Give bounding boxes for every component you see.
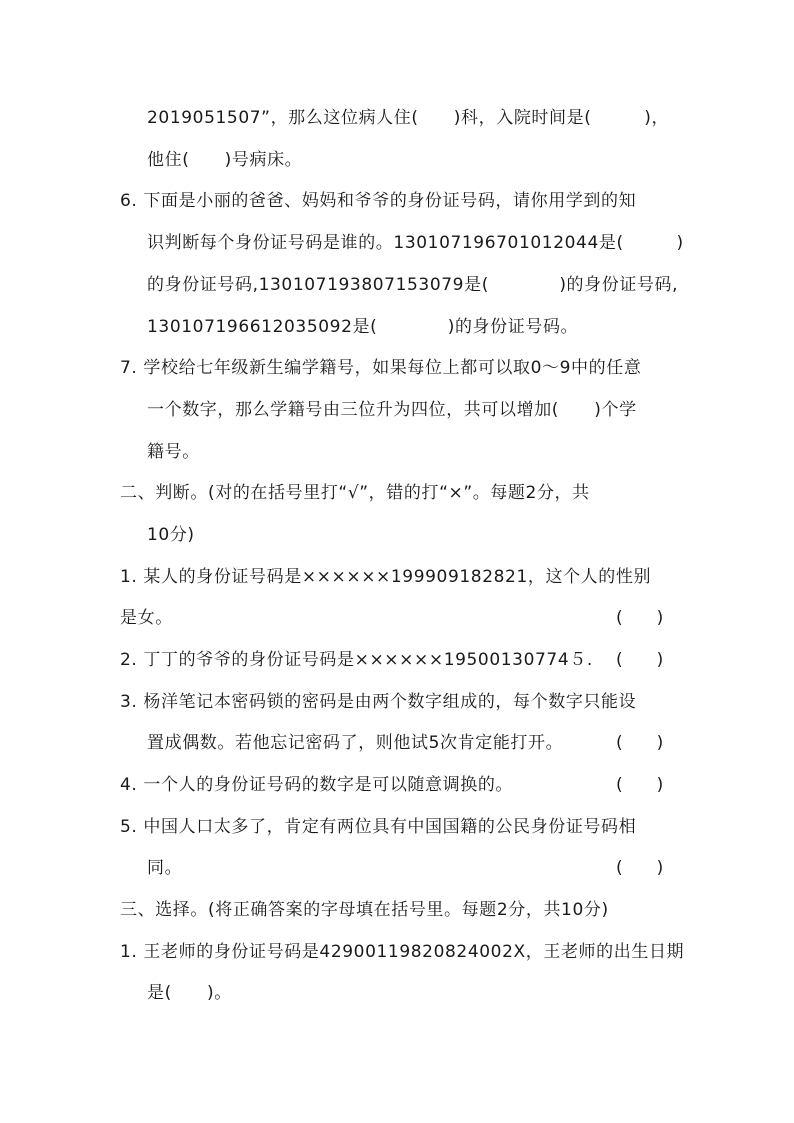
- judge-q4-answer-paren[interactable]: ( ): [616, 775, 664, 795]
- q5-continued-line-2: 他住( )号病床。: [147, 150, 303, 170]
- section-2-heading-cont: 10分): [147, 525, 195, 545]
- choice-q1-line-2: 是( )。: [147, 983, 232, 1003]
- judge-q5-line-1: 5. 中国人口太多了，肯定有两位具有中国国籍的公民身份证号码相: [120, 817, 637, 837]
- judge-q3-line-2: 置成偶数。若他忘记密码了，则他试5次肯定能打开。: [147, 733, 564, 753]
- q7-line-2: 一个数字，那么学籍号由三位升为四位，共可以增加( )个学: [147, 400, 637, 420]
- judge-q5-answer-paren[interactable]: ( ): [616, 858, 664, 878]
- judge-q3-answer-paren[interactable]: ( ): [616, 733, 664, 753]
- judge-q4-line: 4. 一个人的身份证号码的数字是可以随意调换的。: [120, 775, 514, 795]
- judge-q5-line-2: 同。: [147, 858, 183, 878]
- judge-q1-line-2: 是女。: [120, 608, 173, 628]
- judge-q3-line-1: 3. 杨洋笔记本密码锁的密码是由两个数字组成的，每个数字只能设: [120, 692, 637, 712]
- q6-line-2: 识判断每个身份证号码是谁的。130107196701012044是( ): [147, 233, 684, 253]
- q6-line-3: 的身份证号码,130107193807153079是( )的身份证号码,: [147, 275, 679, 295]
- q6-line-1: 6. 下面是小丽的爸爸、妈妈和爷爷的身份证号码，请你用学到的知: [120, 191, 637, 211]
- judge-q1-answer-paren[interactable]: ( ): [616, 608, 664, 628]
- judge-q1-line-1: 1. 某人的身份证号码是××××××199909182821，这个人的性别: [120, 567, 652, 587]
- section-3-heading: 三、选择。(将正确答案的字母填在括号里。每题2分，共10分): [120, 900, 609, 920]
- q5-continued-line: 2019051507”，那么这位病人住( )科，入院时间是( )，: [147, 108, 670, 128]
- q6-line-4: 130107196612035092是( )的身份证号码。: [147, 317, 579, 337]
- judge-q2-line: 2. 丁丁的爷爷的身份证号码是××××××19500130774５.: [120, 650, 593, 670]
- q7-line-3: 籍号。: [147, 442, 200, 462]
- section-2-heading: 二、判断。(对的在括号里打“√”，错的打“×”。每题2分，共: [120, 483, 590, 503]
- q7-line-1: 7. 学校给七年级新生编学籍号，如果每位上都可以取0～9中的任意: [120, 358, 642, 378]
- choice-q1-line-1: 1. 王老师的身份证号码是42900119820824002X，王老师的出生日期: [120, 942, 685, 962]
- judge-q2-answer-paren[interactable]: ( ): [616, 650, 664, 670]
